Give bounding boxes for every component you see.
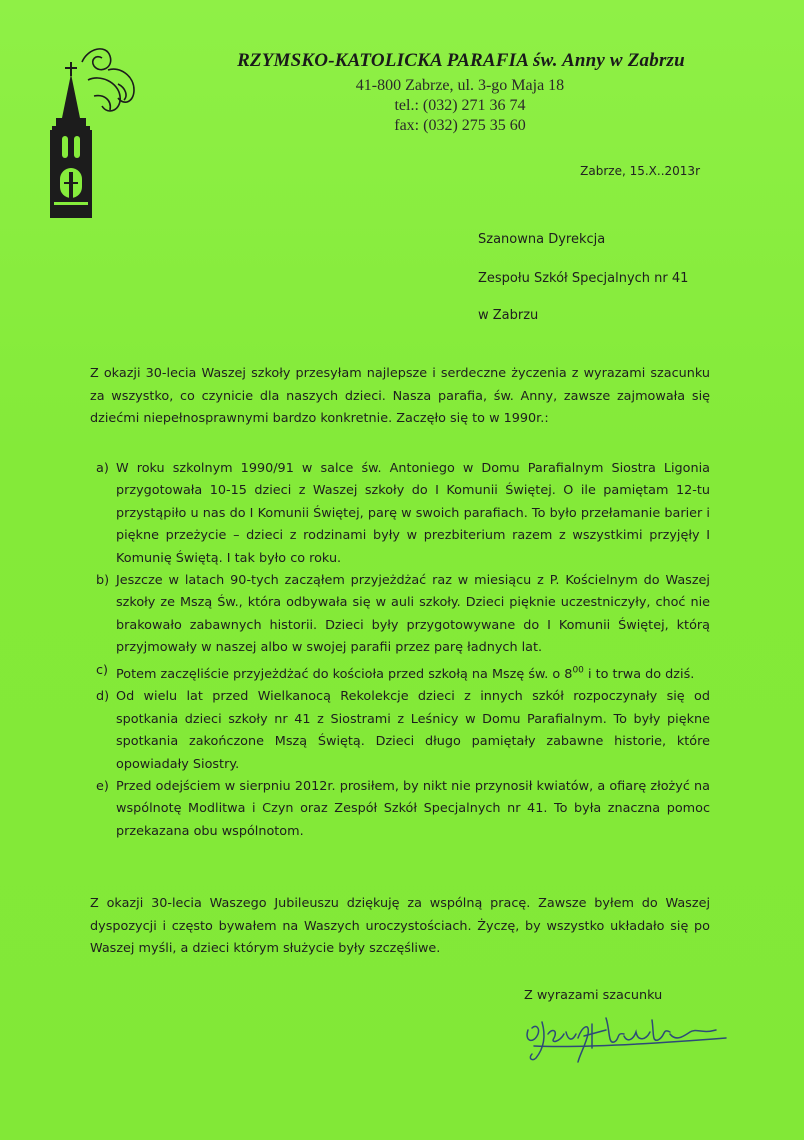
intro-paragraph: Z okazji 30-lecia Waszej szkoły przesyłam najlepsze i serdeczne życzenia z wyrazami szacunku za wszystko, co czynicie dla naszych dzieci. Nasza parafia, św. Anny, zawsze zajmowała się dziećmi niepełnosprawnymi bardzo konkretnie. Zaczęło się to w 1990r.: [90,366,710,426]
list-item-text: W roku szkolnym 1990/91 w salce św. Antoniego w Domu Parafialnym Siostra Ligonia przygotowała 10-15 dzieci z Waszej szkoły do I Komunii Świętej. O ile pamiętam 12-tu przystąpiło u nas do I Komunii Świętej, parę w swoich parafiach. To było przełamanie barier i piękne przeżycie – dzieci z rodzinami były w prezbiterium razem z wszystkimi przyjęły I Komunię Świętą. I tak było co roku. [116,461,710,566]
list-item-text-start: Potem zaczęliście przyjeżdżać do kościoła przed szkołą na Mszę św. o 8 [116,666,573,682]
list-item [90,776,710,843]
list-item-superscript: 00 [572,665,584,676]
history-list [90,458,710,843]
parish-name: RZYMSKO-KATOLICKA PARAFIA św. Anny w Zabrzu [237,50,685,71]
list-item [90,686,710,776]
recipient-line-3: w Zabrzu [478,308,539,323]
recipient-line-2: Zespołu Szkół Specjalnych nr 41 [478,271,689,286]
parish-fax: fax: (032) 275 35 60 [394,117,526,134]
recipient-line-1: Szanowna Dyrekcja [478,232,606,247]
handwritten-signature [520,1008,740,1064]
list-item [90,570,710,660]
list-item-text: Od wielu lat przed Wielkanocą Rekolekcje dzieci z innych szkół rozpoczynały się od spotkania dzieci szkoły nr 41 z Siostrami z Leśnicy w Domu Parafialnym. To były piękne spotkania zakończone Mszą Świętą. Dzieci długo pamiętały zabawne historie, które opowiadały Siostry. [116,689,710,772]
list-item [90,458,710,570]
list-item-text [116,667,694,682]
closing-paragraph: Z okazji 30-lecia Waszego Jubileuszu dziękuję za wspólną pracę. Zawsze byłem do Waszej dyspozycji i często bywałem na Waszych uroczystościach. Życzę, by wszystko układało się po Waszej myśli, a dzieci którym służycie były szczęśliwe. [90,896,710,956]
letter-date: Zabrze, 15.X..2013r [580,164,700,178]
list-marker: c) [96,662,109,678]
closing-salutation: Z wyrazami szacunku [524,988,663,1003]
parish-address: 41-800 Zabrze, ul. 3-go Maja 18 [355,77,565,94]
church-tower-crest-icon [48,40,140,220]
parish-phone: tel.: (032) 271 36 74 [394,97,526,114]
list-item-text-end: i to trwa do dziś. [583,666,695,682]
list-item [90,660,710,687]
list-marker: e) [96,778,109,794]
list-marker: b) [96,573,110,589]
list-item-text: Jeszcze w latach 90-tych zacząłem przyjeżdżać raz w miesiącu z P. Kościelnym do Waszej szkoły ze Mszą Św., która odbywała się w auli szkoły. Dzieci pięknie uczestniczyły, choć nie brakowało zabawnych historii. Dzieci były przygotowywane do I Komunii Świętej, którą przyjmowały w naszej albo w swojej parafii przez parę ładnych lat. [116,573,710,656]
list-marker: a) [96,461,109,476]
list-item-text: Przed odejściem w sierpniu 2012r. prosiłem, by nikt nie przynosił kwiatów, a ofiarę złożyć na wspólnotę Modlitwa i Czyn oraz Zespół Szkół Specjalnych nr 41. To była znaczna pomoc przekazana obu wspólnotom. [116,778,710,839]
list-marker: d) [96,689,110,705]
